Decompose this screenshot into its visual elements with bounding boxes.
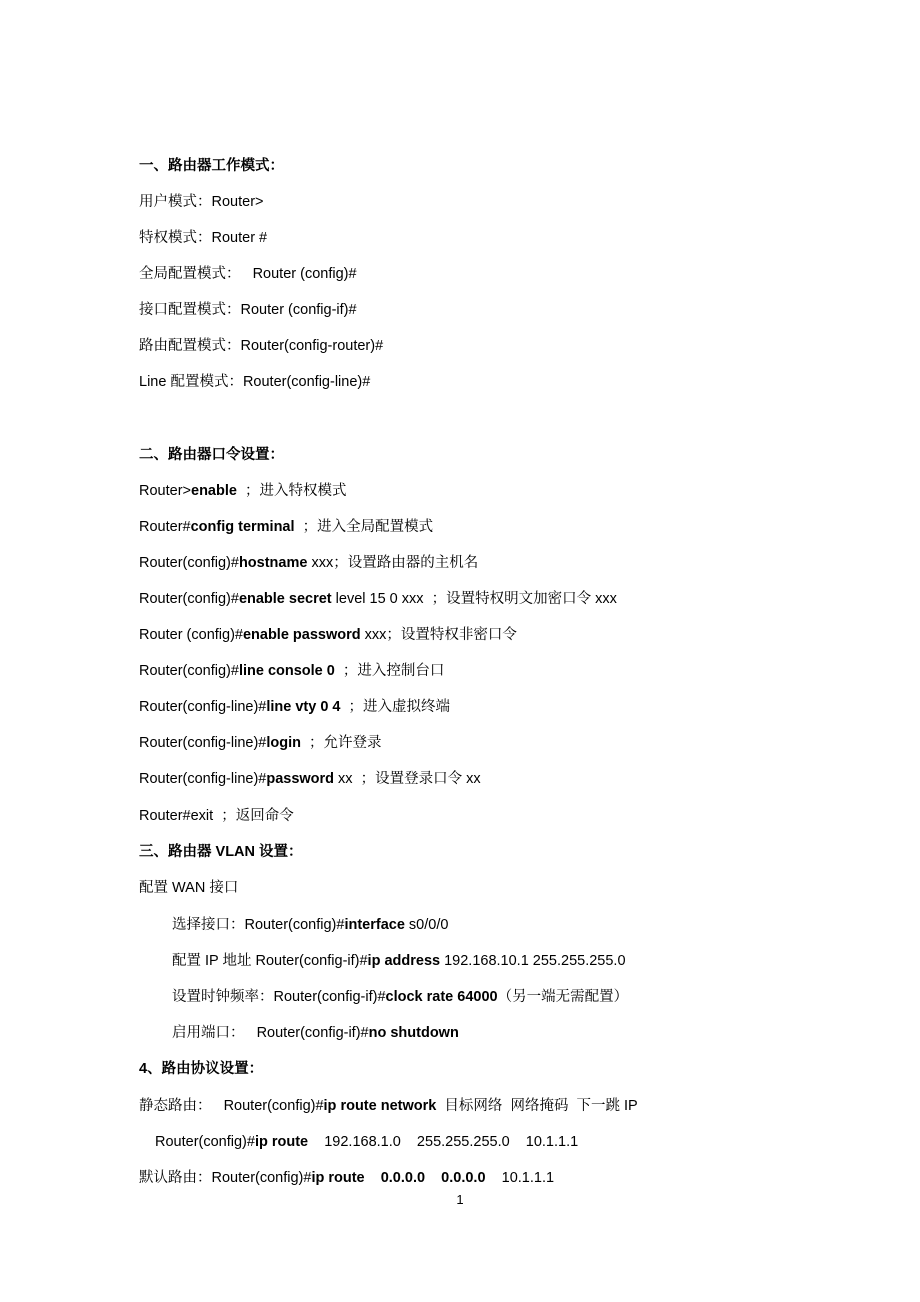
command-line: Router>enable ；进入特权模式 — [139, 483, 347, 499]
command-line: Router(config)#line console 0 ；进入控制台口 — [139, 663, 445, 679]
section-1-heading: 一、路由器工作模式： — [139, 158, 284, 174]
page-number: 1 — [456, 1192, 464, 1207]
default-route-line: 默认路由：Router(config)#ip route 0.0.0.0 0.0.0.0 10.1.1.1 — [139, 1170, 555, 1186]
command-line: Router(config-line)#password xx ；设置登录口令 xx — [139, 771, 481, 787]
command-line: 选择接口：Router(config)#interface s0/0/0 — [172, 917, 449, 933]
command-line: Router#exit ；返回命令 — [139, 808, 294, 824]
section-3-intro: 配置 WAN 接口 — [139, 880, 239, 896]
command-line: Router#config terminal ；进入全局配置模式 — [139, 519, 434, 535]
mode-line: 路由配置模式：Router(config-router)# — [139, 338, 384, 354]
mode-line: 接口配置模式：Router (config-if)# — [139, 302, 357, 318]
mode-line: 全局配置模式： Router (config)# — [139, 266, 357, 282]
static-route-line: 静态路由： Router(config)#ip route network 目标网络 网络掩码 下一跳 IP — [139, 1098, 638, 1114]
section-3-heading: 三、路由器 VLAN 设置： — [139, 844, 303, 860]
section-2-heading: 二、路由器口令设置： — [139, 447, 284, 463]
mode-line: 用户模式：Router> — [139, 194, 264, 210]
command-line: Router(config)#hostname xxx；设置路由器的主机名 — [139, 555, 479, 571]
command-line: Router(config-line)#login ；允许登录 — [139, 735, 382, 751]
command-line: 启用端口： Router(config-if)#no shutdown — [172, 1025, 459, 1041]
section-4-heading: 4、路由协议设置： — [139, 1061, 264, 1077]
command-line: 配置 IP 地址 Router(config-if)#ip address 192.168.10.1 255.255.255.0 — [172, 953, 626, 969]
mode-line: Line 配置模式：Router(config-line)# — [139, 374, 371, 390]
command-line: Router (config)#enable password xxx；设置特权非密口令 — [139, 627, 517, 643]
command-line: 设置时钟频率：Router(config-if)#clock rate 64000（另一端无需配置） — [172, 989, 629, 1005]
command-line: Router(config-line)#line vty 0 4 ；进入虚拟终端 — [139, 699, 451, 715]
static-route-example: Router(config)#ip route 192.168.1.0 255.255.255.0 10.1.1.1 — [155, 1134, 579, 1150]
command-line: Router(config)#enable secret level 15 0 xxx ；设置特权明文加密口令 xxx — [139, 591, 617, 607]
mode-line: 特权模式：Router # — [139, 230, 268, 246]
